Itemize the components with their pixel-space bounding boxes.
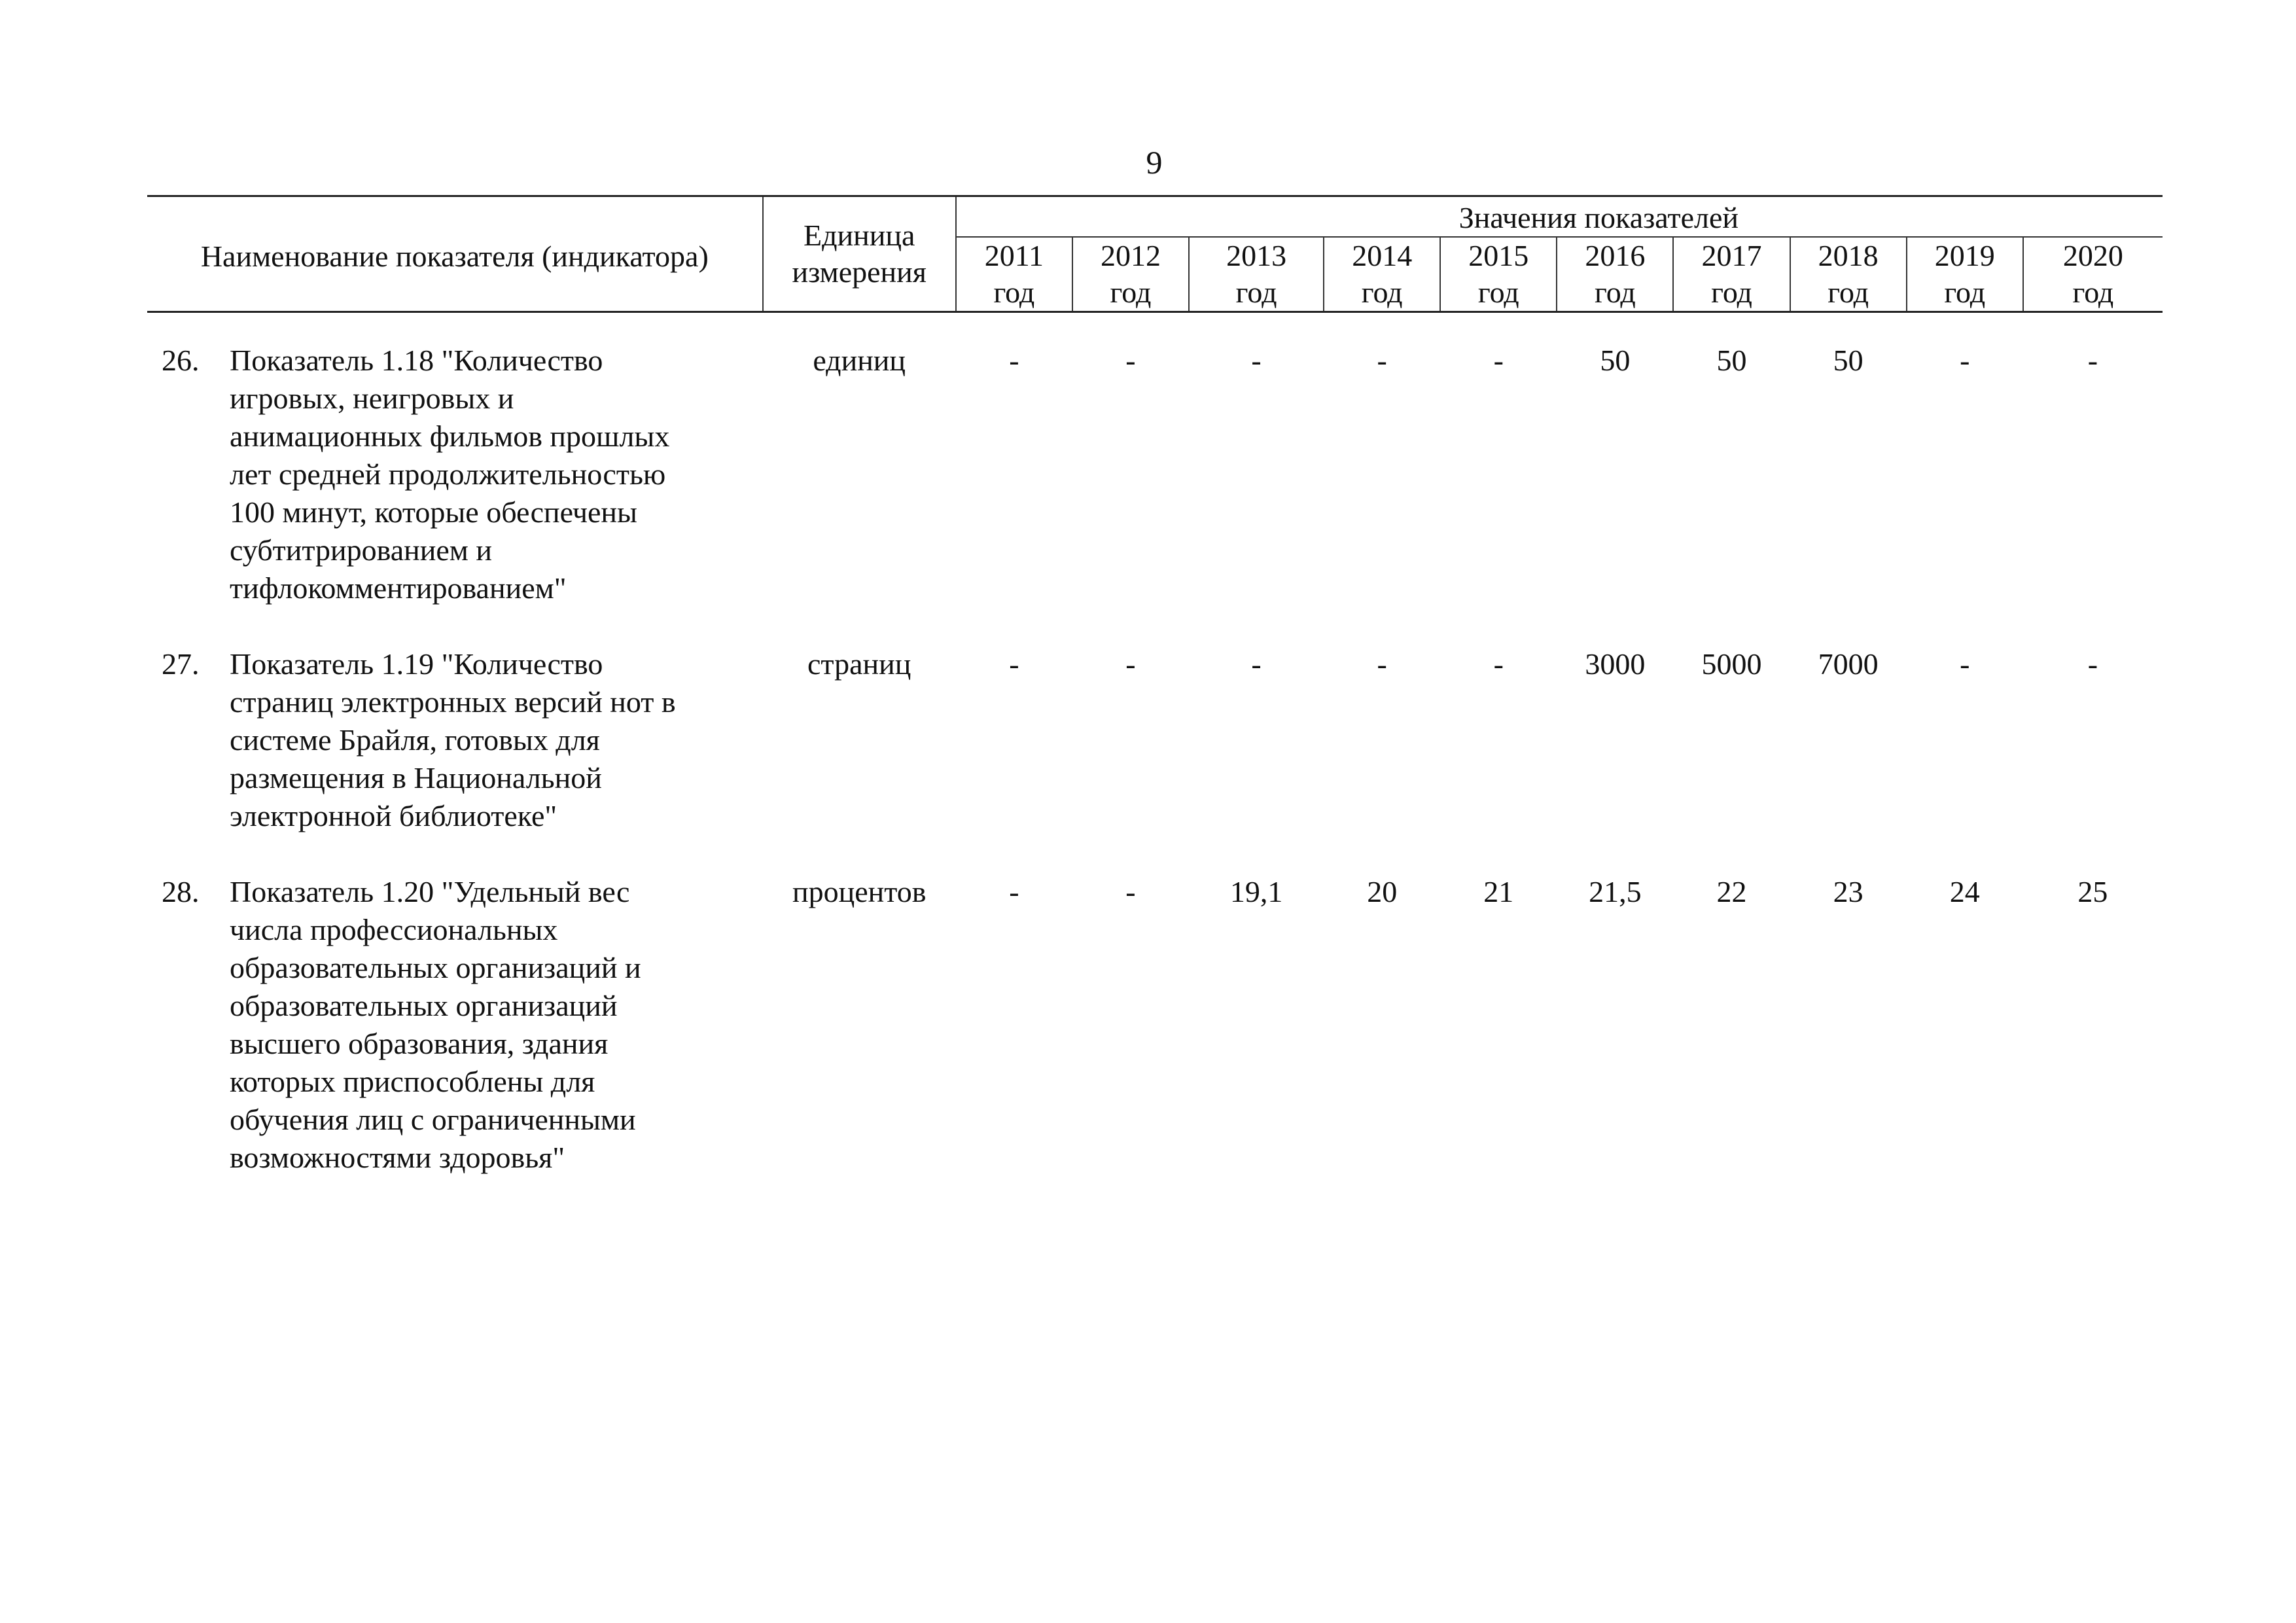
value-cell-2014: - [1377, 647, 1387, 681]
indicator-name-cell [147, 645, 763, 835]
value-cell-2012: - [1125, 344, 1136, 377]
indicator-description [230, 342, 733, 607]
header-year-label: 2015 [1468, 239, 1529, 272]
header-year-label: 2019 [1934, 239, 1995, 272]
header-year-label: 2014 [1352, 239, 1413, 272]
value-cell-2011: - [1009, 344, 1019, 377]
table-row [147, 873, 2163, 1177]
unit-cell: процентов [792, 875, 927, 908]
description-line: образовательных организаций и [230, 951, 641, 984]
header-unit [763, 196, 956, 312]
header-year-suffix: год [1477, 276, 1519, 309]
value-cell-2017: 22 [1716, 875, 1747, 908]
header-indicator-name: Наименование показателя (индикатора) [147, 196, 763, 312]
row-number: 28. [162, 875, 200, 908]
header-year-suffix: год [1944, 276, 1986, 309]
description-line: высшего образования, здания [230, 1027, 609, 1060]
description-line: Показатель 1.19 "Количество [230, 647, 603, 681]
value-cell-2012: - [1125, 647, 1136, 681]
value-cell-2018: 50 [1833, 344, 1863, 377]
value-cell-2016: 21,5 [1589, 875, 1642, 908]
description-line: страниц электронных версий нот в [230, 685, 676, 719]
header-unit-line2: измерения [792, 255, 927, 289]
indicators-body [147, 312, 2163, 1177]
header-year-2020 [2023, 237, 2163, 312]
value-cell-2018: 7000 [1818, 647, 1879, 681]
header-year-2012 [1072, 237, 1189, 312]
header-row-top [147, 196, 2163, 238]
header-unit-line1: Единица [804, 219, 915, 252]
value-cell-2013: - [1251, 344, 1262, 377]
page-number: 9 [1146, 144, 1163, 181]
unit-cell: страниц [807, 647, 911, 681]
value-cell-2016: 3000 [1585, 647, 1646, 681]
header-year-suffix: год [1110, 276, 1152, 309]
value-cell-2019: - [1960, 647, 1970, 681]
value-cell-2011: - [1009, 875, 1019, 908]
table-row [147, 645, 2163, 835]
header-year-2018 [1790, 237, 1907, 312]
unit-cell: единиц [813, 344, 906, 377]
value-cell-2020: - [2087, 647, 2098, 681]
value-cell-2013: - [1251, 647, 1262, 681]
description-line: игровых, неигровых и [230, 382, 514, 415]
header-year-suffix: год [1828, 276, 1869, 309]
value-cell-2015: - [1493, 647, 1504, 681]
description-line: Показатель 1.20 "Удельный вес [230, 875, 630, 908]
row-number: 26. [162, 344, 200, 377]
description-line: системе Брайля, готовых для [230, 723, 600, 757]
header-year-2016 [1557, 237, 1673, 312]
description-line: тифлокомментированием" [230, 571, 567, 605]
value-cell-2020: - [2087, 344, 2098, 377]
value-cell-2019: - [1960, 344, 1970, 377]
description-line: образовательных организаций [230, 989, 618, 1022]
header-year-2017 [1673, 237, 1790, 312]
value-cell-2014: 20 [1367, 875, 1398, 908]
header-year-suffix: год [1595, 276, 1636, 309]
description-line: 100 минут, которые обеспечены [230, 495, 637, 529]
value-cell-2013: 19,1 [1229, 875, 1283, 908]
value-cell-2018: 23 [1833, 875, 1863, 908]
header-year-2019 [1907, 237, 2023, 312]
header-year-2013 [1189, 237, 1324, 312]
header-values-group: Значения показателей [956, 196, 2163, 238]
description-line: обучения лиц с ограниченными [230, 1103, 636, 1136]
value-cell-2015: 21 [1483, 875, 1514, 908]
header-year-label: 2017 [1701, 239, 1762, 272]
header-year-label: 2013 [1226, 239, 1287, 272]
value-cell-2017: 5000 [1701, 647, 1762, 681]
indicator-description [230, 873, 733, 1177]
description-line: субтитрированием и [230, 533, 493, 567]
header-year-suffix: год [993, 276, 1035, 309]
value-cell-2020: 25 [2077, 875, 2108, 908]
value-cell-2014: - [1377, 344, 1387, 377]
indicator-description [230, 645, 733, 835]
indicator-name-cell [147, 342, 763, 607]
header-year-suffix: год [1711, 276, 1752, 309]
value-cell-2011: - [1009, 647, 1019, 681]
description-line: которых приспособлены для [230, 1065, 595, 1098]
header-year-label: 2016 [1585, 239, 1646, 272]
value-cell-2019: 24 [1949, 875, 1980, 908]
header-year-label: 2018 [1818, 239, 1879, 272]
header-year-label: 2012 [1100, 239, 1161, 272]
header-year-label: 2020 [2062, 239, 2123, 272]
header-year-2015 [1440, 237, 1557, 312]
value-cell-2016: 50 [1600, 344, 1631, 377]
value-cell-2015: - [1493, 344, 1504, 377]
description-line: размещения в Национальной [230, 761, 602, 794]
description-line: Показатель 1.18 "Количество [230, 344, 603, 377]
value-cell-2012: - [1125, 875, 1136, 908]
header-year-label: 2011 [984, 239, 1044, 272]
value-cell-2017: 50 [1716, 344, 1747, 377]
header-year-2011 [956, 237, 1072, 312]
header-year-suffix: год [1235, 276, 1277, 309]
description-line: лет средней продолжительностью [230, 457, 666, 491]
indicators-table [147, 195, 2163, 1177]
row-number: 27. [162, 647, 200, 681]
description-line: возможностями здоровья" [230, 1141, 565, 1174]
header-year-2014 [1324, 237, 1440, 312]
header-year-suffix: год [2072, 276, 2114, 309]
description-line: числа профессиональных [230, 913, 558, 946]
indicator-name-cell [147, 873, 763, 1177]
header-year-suffix: год [1361, 276, 1403, 309]
description-line: анимационных фильмов прошлых [230, 419, 670, 453]
table-row [147, 342, 2163, 607]
description-line: электронной библиотеке" [230, 799, 557, 832]
